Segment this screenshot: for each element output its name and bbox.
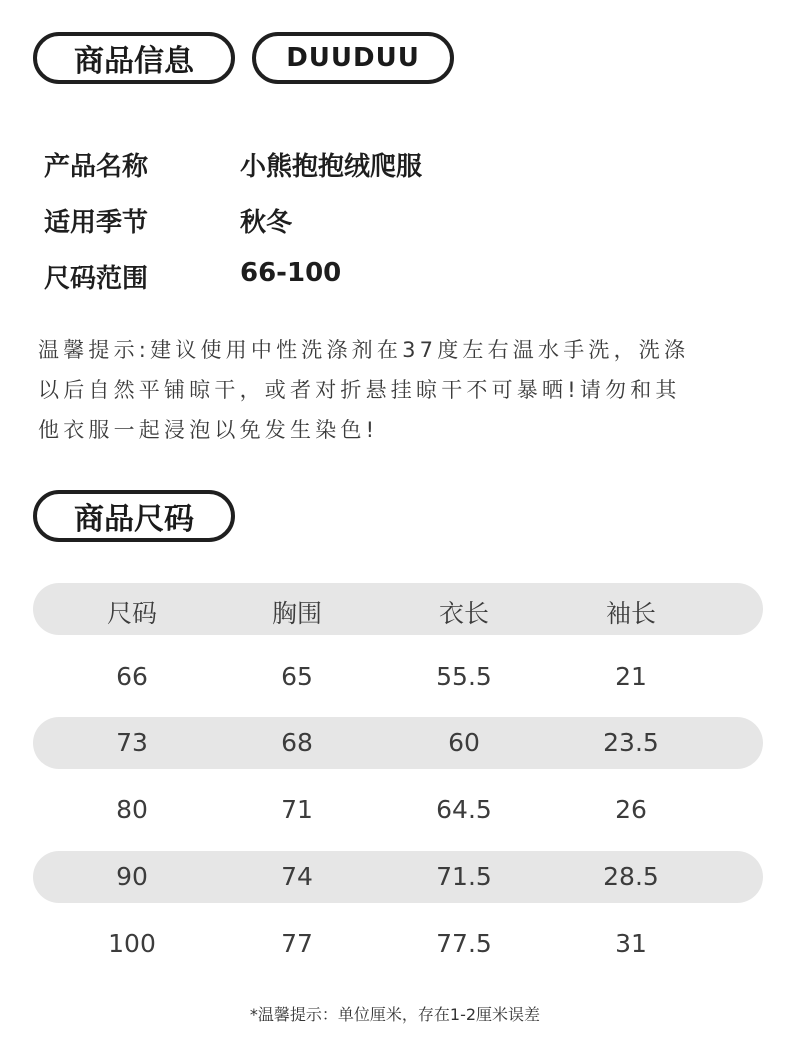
care-tip-line-1: 温馨提示:建议使用中性洗涤剂在37度左右温水手洗，洗涤	[38, 338, 690, 362]
table-cell: 55.5	[436, 662, 492, 691]
table-cell: 21	[615, 662, 647, 691]
table-header-chest: 胸围	[271, 599, 322, 628]
brand-logo-pill	[252, 32, 454, 84]
table-cell: 71	[281, 795, 313, 824]
info-label-season: 适用季节	[44, 208, 149, 238]
measurement-footnote: *温馨提示：单位厘米，存在1-2厘米误差	[249, 1005, 541, 1024]
table-cell: 64.5	[436, 795, 492, 824]
table-cell: 66	[116, 662, 148, 691]
table-cell: 60	[448, 728, 480, 757]
table-cell: 28.5	[603, 862, 659, 891]
info-value-name: 小熊抱抱绒爬服	[240, 152, 423, 182]
info-value-size-range: 66-100	[240, 258, 342, 288]
table-cell: 77.5	[436, 929, 492, 958]
table-cell: 31	[615, 929, 647, 958]
info-label-name: 产品名称	[44, 152, 149, 182]
table-cell: 73	[116, 728, 148, 757]
size-title: 商品尺码	[74, 502, 194, 537]
care-tip-line-2: 以后自然平铺晾干，或者对折悬挂晾干不可暴晒!请勿和其	[38, 378, 681, 402]
table-header-size: 尺码	[106, 599, 157, 628]
table-header-length: 衣长	[438, 599, 489, 628]
table-cell: 68	[281, 728, 313, 757]
table-cell: 23.5	[603, 728, 659, 757]
table-cell: 80	[116, 795, 148, 824]
table-header-sleeve: 袖长	[605, 599, 656, 628]
brand-logo-text: DUUDUU	[286, 43, 420, 73]
table-cell: 77	[281, 929, 313, 958]
care-tip-line-3: 他衣服一起浸泡以免发生染色!	[38, 418, 379, 442]
table-cell: 26	[615, 795, 647, 824]
table-cell: 71.5	[436, 862, 492, 891]
info-label-size-range: 尺码范围	[44, 264, 149, 294]
table-cell: 100	[108, 929, 156, 958]
size-title-pill	[33, 490, 235, 542]
product-info-title: 商品信息	[74, 44, 194, 79]
table-cell: 90	[116, 862, 148, 891]
table-cell: 65	[281, 662, 313, 691]
info-value-season: 秋冬	[240, 208, 293, 238]
product-info-title-pill	[33, 32, 235, 84]
table-cell: 74	[281, 862, 313, 891]
